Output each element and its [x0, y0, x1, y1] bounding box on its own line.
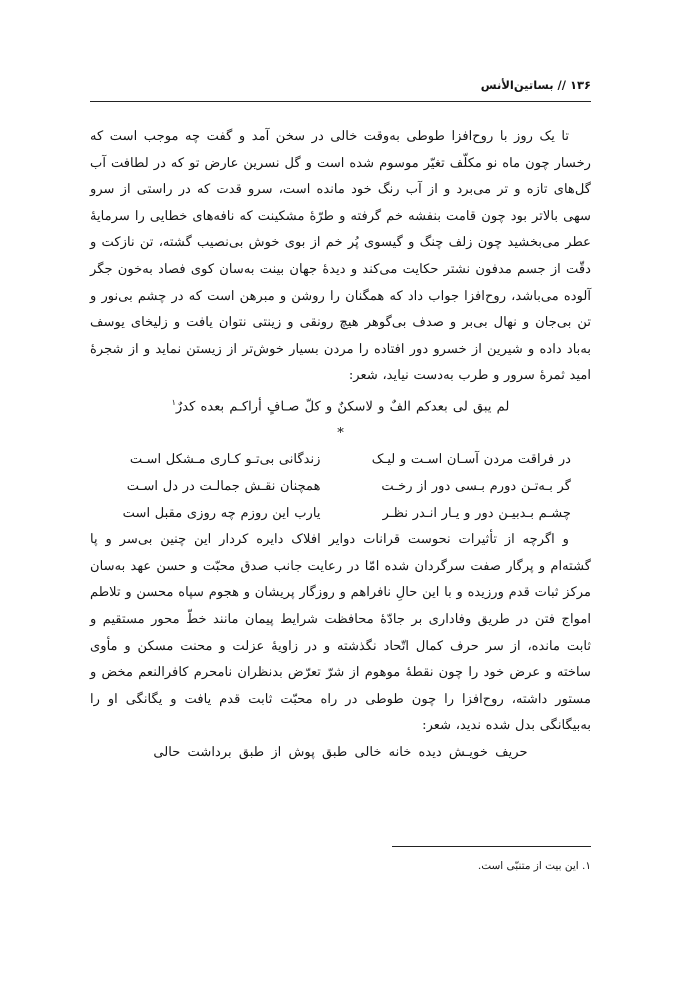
paragraph-1: تا یک روز با روح‌افزا طوطی به‌وقت خالی در سخن آمد و گفت چه موجب است که رخسار چون ماه نو مکلّف تغیّر موسوم شده است و گل نسرین عارض تو که در لطافت آب گل‌های تازه و تر می‌برد و از آب رنگ خود مانده است، سرو قدت که در راستی از سرو سهی بالاتر بود چون قامت بنفشه خم گرفته و طرّهٔ مشکینت که نافه‌های خطایی را سرمایهٔ عطر می‌بخشید چون زلف چنگ و گیسوی پُر خم از بوی خوش بی‌نصیب گشته، تن نازکت و دقّت از جسم مدفون نشتر حکایت می‌کند و دیدهٔ جهان بینت به‌سان کوی فصاد به‌خون جگر آلوده می‌باشد، روح‌افزا جواب داد که همگنان را روشن و مبرهن است که در چشم بی‌نور و تن بی‌جان و نهال بی‌بر و صدف بی‌گوهر هیچ رونقی و زینتی نتوان یافت و زلیخای یوسف به‌باد داده و شیرین از خسرو دور افتاده را مردن بسیار خوش‌تر از زیستن نماید و از شجرهٔ امید ثمرهٔ سرور و طرب به‌دست نیاید، شعر:: [90, 129, 591, 384]
footnote: ۱. این بیت از متنبّی است.: [477, 860, 591, 872]
running-header: ۱۳۶ // بساتین‌الأنس: [480, 78, 591, 92]
couplet-right-hemistich: گر بـه‌تـن دورم بـسی دور از رخـت: [381, 479, 571, 495]
couplet: [90, 501, 591, 528]
arabic-verse-text: لم یبق لی بعدکم الفٌ و لاسکنٌ و کلّ صـافٍ أراکـم بعده کدرٌ: [175, 399, 510, 415]
header-rule: [90, 101, 591, 102]
main-text: [90, 124, 591, 767]
footnote-marker: ۱: [171, 397, 176, 407]
couplet-left-hemistich: یارب این روزم چه روزی مقبل است: [122, 505, 321, 521]
couplet-right-hemistich: چشـم بـدبیـن دور و یـار انـدر نظـر: [382, 505, 571, 521]
couplet: [90, 474, 591, 501]
arabic-verse: [90, 390, 591, 421]
couplet-right-hemistich: در فراقت مردن آسـان اسـت و لیـک: [371, 452, 571, 468]
final-verse: حریف خویـش دیده خانه خالی طبق پوش از طبق برداشت حالی: [153, 745, 528, 761]
couplet: [90, 447, 591, 474]
footnote-rule: [392, 846, 591, 847]
paragraph-2: و اگرچه از تأثیرات نحوست قرانات دوایر افلاک دایره کردار این چنین بی‌سر و پا گشته‌ام و پرگار صفت سرگردان شده امّا در رعایت جانب صدق محبّت و حسن عهد به‌سان مرکز ثبات قدم ورزیده و با این حالِ نافراهم و روزگار پریشان و هجوم سپاه محسن و تلاطم امواج فتن در طریق وفاداری بر جادّهٔ محافظت شرایط پیمان مانند خطّ محور مستقیم و ثابت مانده، از سر حرف کمال اتّحاد نگذشته و در زاویهٔ عزلت و محنت مسکن و مأوی ساخته و عرض خود را چون نقطهٔ موهوم از شرّ تعرّض بدنظران نامحرم کافرالنعم مخض و مستور داشته، روح‌افزا را چون طوطی در راه محبّت ثابت قدم یافت و یگانگی او را به‌بیگانگی بدل شده ندید، شعر:: [90, 532, 591, 734]
couplet-left-hemistich: همچنان نقـش جمالـت در دل اسـت: [126, 479, 321, 495]
couplet-left-hemistich: زندگانی بی‌تـو کـاری مـشکل اسـت: [129, 452, 321, 468]
section-separator: *: [337, 425, 344, 441]
